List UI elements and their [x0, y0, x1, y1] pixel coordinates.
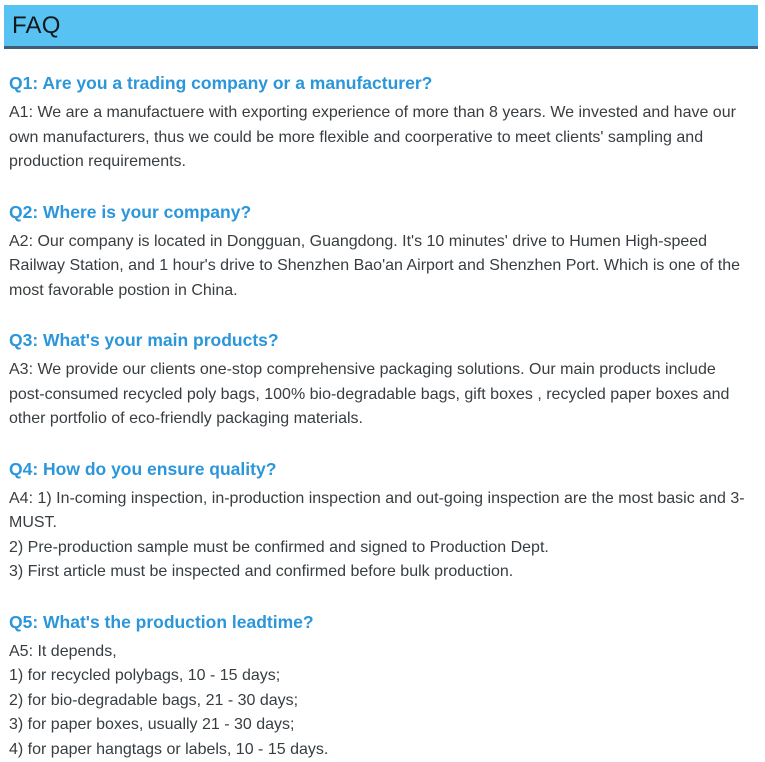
- faq-question-heading: Q5: What's the production leadtime?: [9, 612, 753, 633]
- faq-question-heading: Q4: How do you ensure quality?: [9, 459, 753, 480]
- faq-answer: [9, 358, 753, 432]
- faq-banner: [4, 5, 758, 49]
- faq-question-heading: Q2: Where is your company?: [9, 202, 753, 223]
- faq-item: [9, 330, 753, 432]
- faq-question-heading: Q3: What's your main products?: [9, 330, 753, 351]
- faq-question-heading: Q1: Are you a trading company or a manufacturer?: [9, 73, 753, 94]
- faq-answer: [9, 230, 753, 304]
- faq-item: [9, 202, 753, 304]
- faq-answer: [9, 487, 753, 585]
- page-title: FAQ: [12, 12, 61, 40]
- faq-answer: [9, 640, 753, 762]
- faq-answer: [9, 101, 753, 175]
- faq-item: [9, 459, 753, 585]
- faq-list: [0, 73, 765, 762]
- faq-item: [9, 73, 753, 175]
- faq-answer-line: 2) for bio-degradable bags, 21 - 30 days;: [9, 689, 753, 714]
- faq-answer-line: A1: We are a manufactuere with exporting experience of more than 8 years. We invested and have our own manufacturers, thus we could be more flexible and coorperative to meet clients' sampling and production requirements.: [9, 101, 753, 175]
- faq-answer-line: 1) for recycled polybags, 10 - 15 days;: [9, 664, 753, 689]
- faq-answer-line: 3) First article must be inspected and confirmed before bulk production.: [9, 560, 753, 585]
- faq-answer-line: 3) for paper boxes, usually 21 - 30 days;: [9, 713, 753, 738]
- faq-answer-line: A2: Our company is located in Dongguan, Guangdong. It's 10 minutes' drive to Humen High-speed Railway Station, and 1 hour's drive to Shenzhen Bao'an Airport and Shenzhen Port. Which is one of the most favorable postion in China.: [9, 230, 753, 304]
- faq-answer-line: A3: We provide our clients one-stop comprehensive packaging solutions. Our main products include post-consumed recycled poly bags, 100% bio-degradable bags, gift boxes , recycled paper boxes and other portfolio of eco-friendly packaging materials.: [9, 358, 753, 432]
- faq-answer-line: A4: 1) In-coming inspection, in-production inspection and out-going inspection are the most basic and 3-MUST.: [9, 487, 753, 536]
- faq-answer-line: 4) for paper hangtags or labels, 10 - 15 days.: [9, 738, 753, 762]
- faq-item: [9, 612, 753, 762]
- faq-page: [0, 5, 765, 753]
- faq-answer-line: 2) Pre-production sample must be confirmed and signed to Production Dept.: [9, 536, 753, 561]
- faq-answer-line: A5: It depends,: [9, 640, 753, 665]
